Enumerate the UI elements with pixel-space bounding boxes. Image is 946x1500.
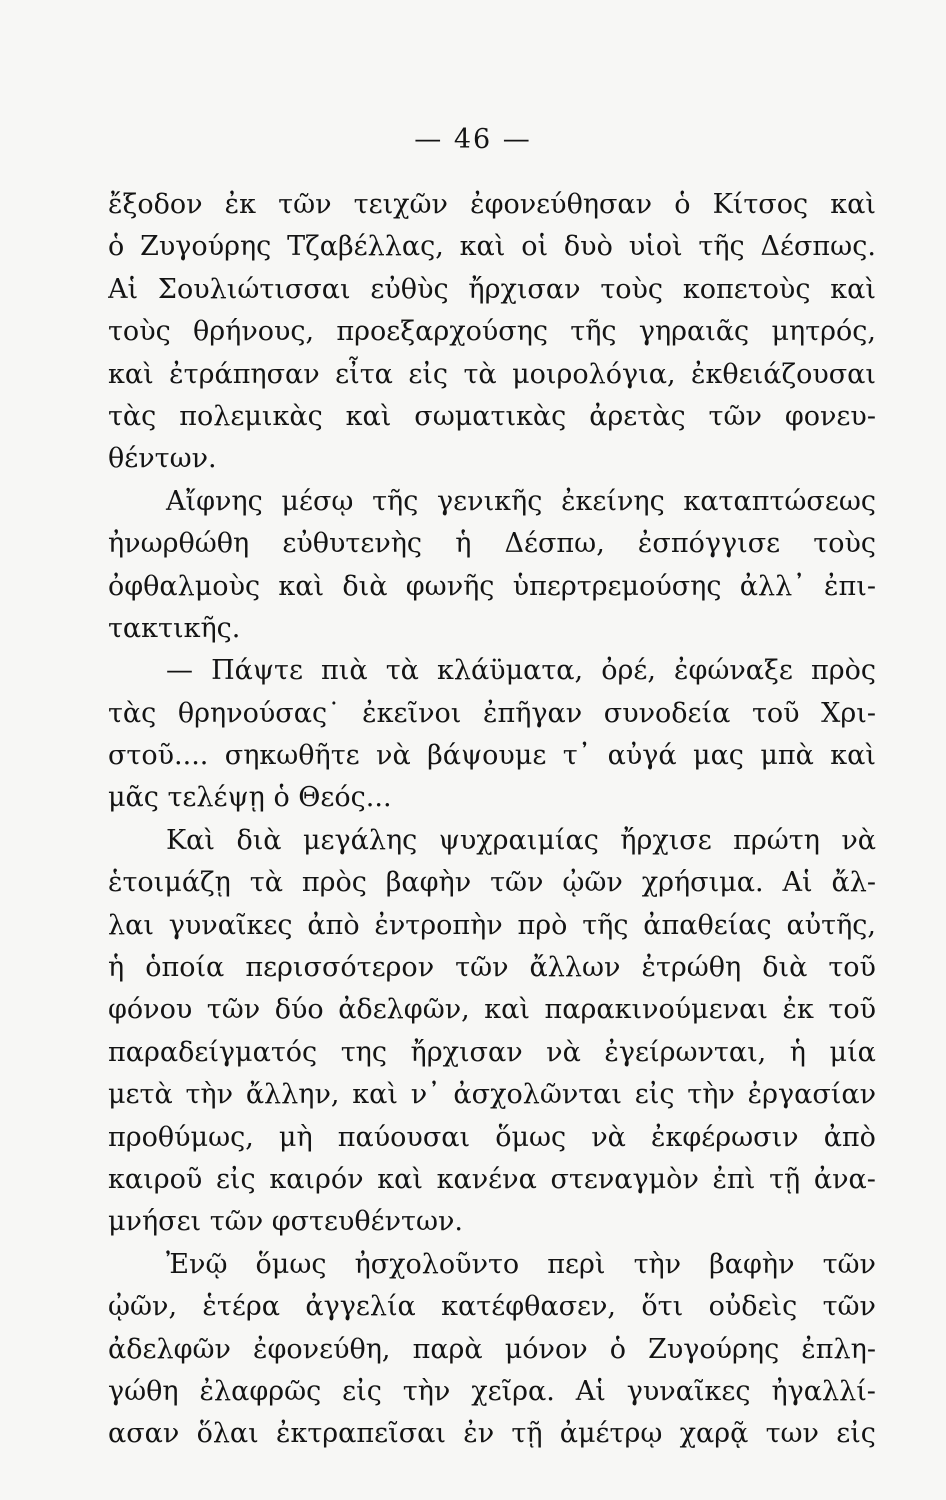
text-line: τακτικῆς. (108, 612, 241, 644)
body-text (108, 184, 876, 1456)
text-line: ᾠῶν, ἑτέρα ἀγγελία κατέφθασεν, ὅτι οὐδεὶς τῶν (108, 1291, 876, 1323)
text-line: προθύμως, μὴ παύουσαι ὅμως νὰ ἐκφέρωσιν ἀπὸ (108, 1121, 876, 1153)
text-line: Αἴφνης μέσῳ τῆς γενικῆς ἐκείνης καταπτώσεως (166, 485, 876, 517)
text-line: παραδείγματός της ἤρχισαν νὰ ἐγείρωνται, ἡ μία (108, 1036, 876, 1068)
text-line: θέντων. (108, 443, 217, 475)
text-line: στοῦ.... σηκωθῆτε νὰ βάψουμε τ᾿ αὐγά μας μπὰ καὶ (108, 740, 876, 772)
text-line: τοὺς θρήνους, προεξαρχούσης τῆς γηραιᾶς μητρός, (108, 316, 876, 348)
text-line: — Πάψτε πιὰ τὰ κλάϋματα, ὀρέ, ἐφώναξε πρὸς (166, 655, 876, 687)
text-line: ἠνωρθώθη εὐθυτενὴς ἡ Δέσπω, ἐσπόγγισε τοὺς (108, 528, 876, 560)
text-line: γώθη ἐλαφρῶς εἰς τὴν χεῖρα. Αἱ γυναῖκες ἠγαλλί- (108, 1375, 876, 1407)
text-line: Ἐνῷ ὅμως ἠσχολοῦντο περὶ τὴν βαφὴν τῶν (166, 1248, 876, 1280)
text-line: ὀφθαλμοὺς καὶ διὰ φωνῆς ὑπερτρεμούσης ἀλλ᾿ ἐπι- (108, 570, 876, 602)
text-line: μνήσει τῶν φστευθέντων. (108, 1206, 463, 1238)
text-line: λαι γυναῖκες ἀπὸ ἐντροπὴν πρὸ τῆς ἀπαθείας αὐτῆς, (108, 909, 876, 941)
text-line: Καὶ διὰ μεγάλης ψυχραιμίας ἤρχισε πρώτη νὰ (166, 824, 876, 856)
text-line: καὶ ἐτράπησαν εἶτα εἰς τὰ μοιρολόγια, ἐκθειάζουσαι (108, 358, 876, 390)
text-line: ἑτοιμάζῃ τὰ πρὸς βαφὴν τῶν ᾠῶν χρήσιμα. Αἱ ἄλ- (108, 867, 876, 899)
text-line: ἀδελφῶν ἐφονεύθη, παρὰ μόνον ὁ Ζυγούρης ἐπλη- (108, 1333, 876, 1365)
text-line: ἔξοδον ἐκ τῶν τειχῶν ἐφονεύθησαν ὁ Κίτσος καὶ (108, 189, 876, 220)
text-line: ὁ Ζυγούρης Τζαβέλλας, καὶ οἱ δυὸ υἱοὶ τῆς Δέσπως. (108, 231, 876, 263)
text-line: μετὰ τὴν ἄλλην, καὶ ν᾿ ἀσχολῶνται εἰς τὴν ἐργασίαν (108, 1079, 876, 1111)
page-number: — 46 — (414, 124, 532, 155)
text-line: μᾶς τελέψῃ ὁ Θεός... (108, 782, 392, 814)
text-line: τὰς πολεμικὰς καὶ σωματικὰς ἀρετὰς τῶν φονευ- (108, 400, 876, 432)
text-line: φόνου τῶν δύο ἀδελφῶν, καὶ παρακινούμεναι ἐκ τοῦ (108, 994, 876, 1026)
text-line: ἡ ὁποία περισσότερον τῶν ἄλλων ἐτρώθη διὰ τοῦ (108, 952, 876, 984)
text-line: Αἱ Σουλιώτισσαι εὐθὺς ἤρχισαν τοὺς κοπετοὺς καὶ (108, 273, 876, 305)
text-line: καιροῦ εἰς καιρόν καὶ κανένα στεναγμὸν ἐπὶ τῇ ἀνα- (108, 1163, 876, 1195)
text-line: ασαν ὅλαι ἐκτραπεῖσαι ἐν τῇ ἀμέτρῳ χαρᾷ των εἰς (108, 1418, 876, 1450)
text-line: τὰς θρηνούσας˙ ἐκεῖνοι ἐπῆγαν συνοδεία τοῦ Χρι- (108, 697, 876, 729)
